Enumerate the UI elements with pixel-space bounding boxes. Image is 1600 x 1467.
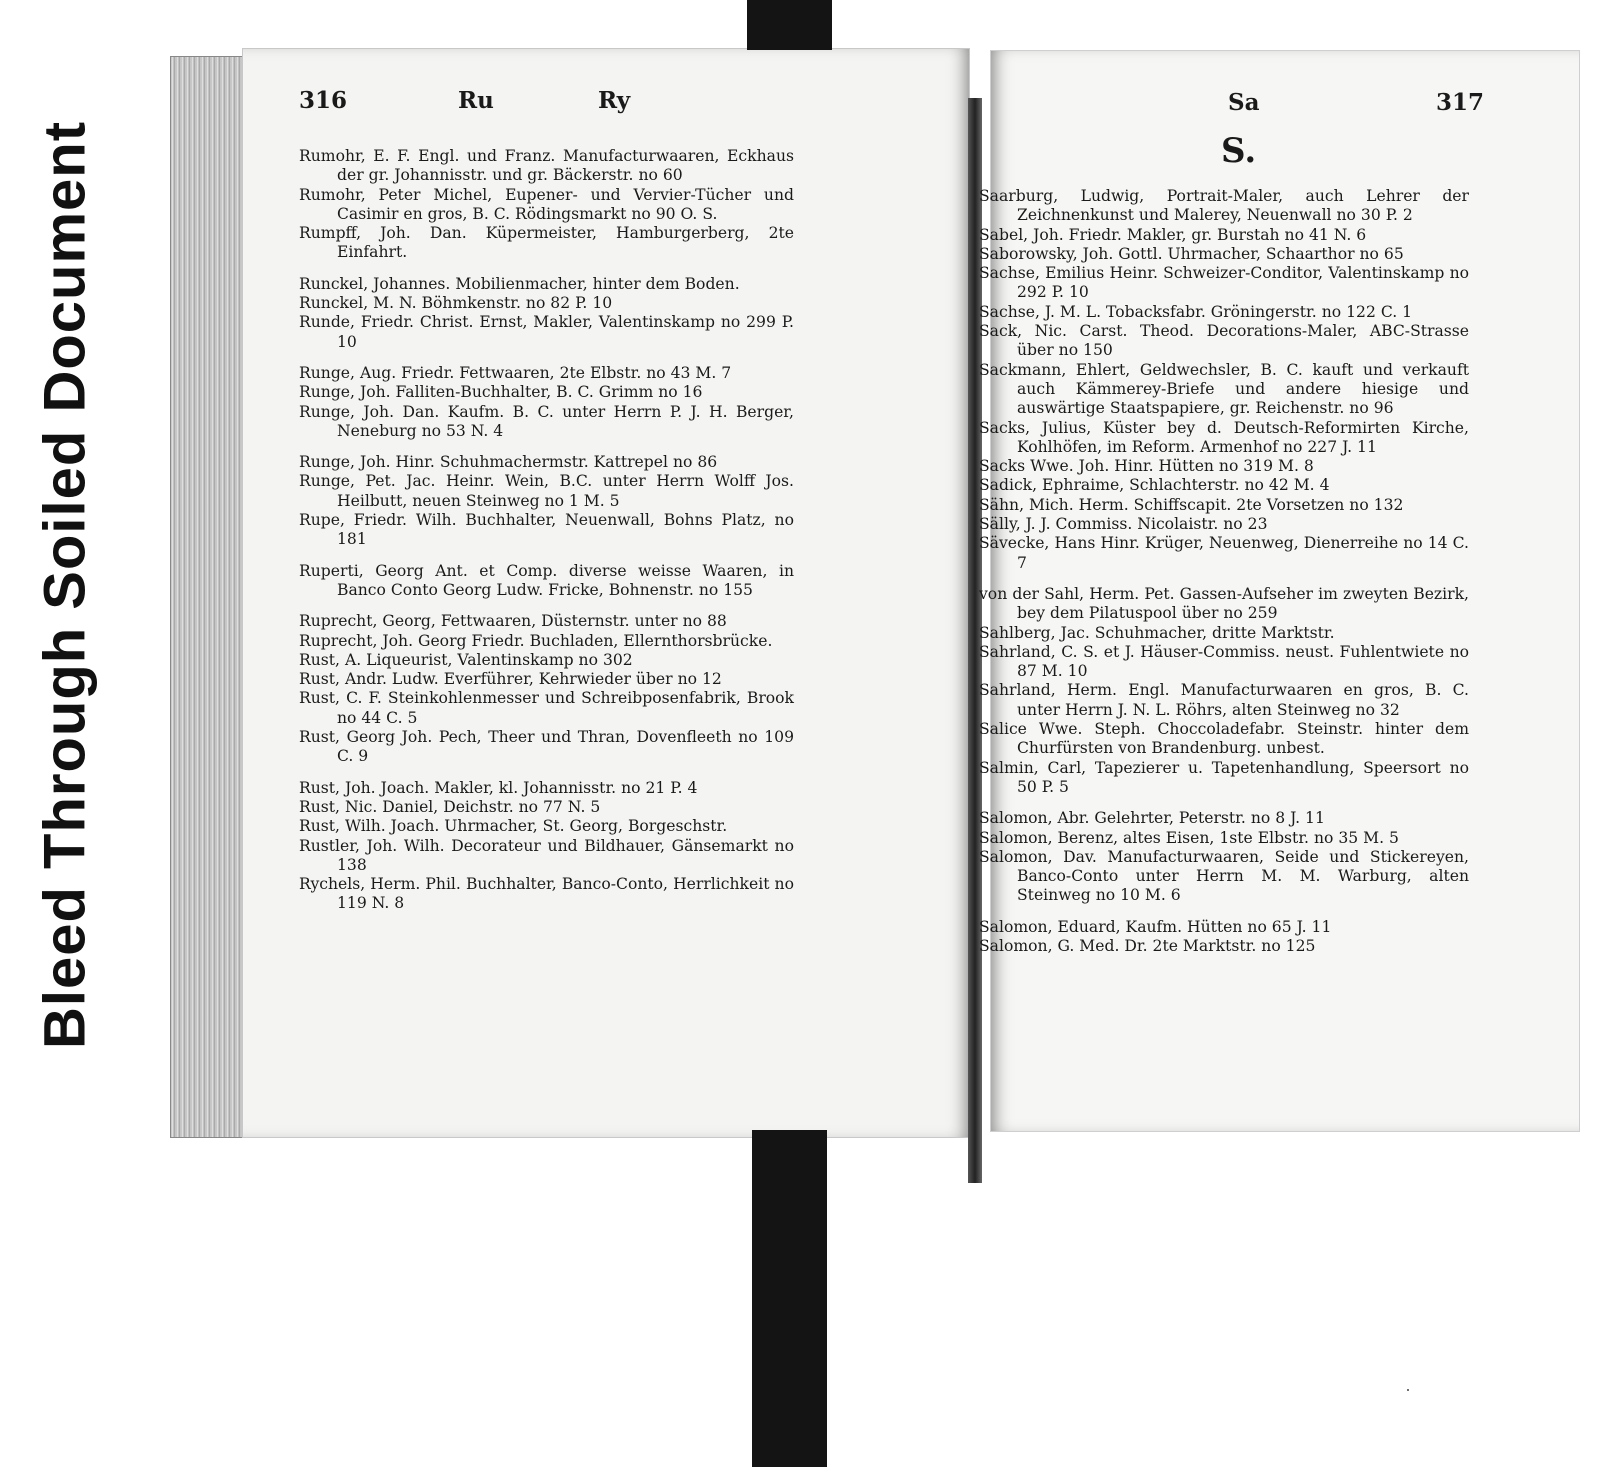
directory-entry: Rust, Andr. Ludw. Everführer, Kehrwieder über no 12 xyxy=(299,670,722,689)
directory-entry: Sadick, Ephraime, Schlachterstr. no 42 M. 4 xyxy=(979,476,1330,495)
directory-entry: Sähn, Mich. Herm. Schiffscapit. 2te Vorsetzen no 132 xyxy=(979,495,1404,514)
directory-entry: Sack, Nic. Carst. Theod. Decorations-Maler, ABC-Strasse über no 150 xyxy=(979,322,1469,360)
dust-speck xyxy=(1407,1389,1409,1391)
directory-entry: Rumpff, Joh. Dan. Küpermeister, Hamburgerberg, 2te Einfahrt. xyxy=(299,224,794,262)
open-book xyxy=(150,48,1485,1138)
directory-entry: Rustler, Joh. Wilh. Decorateur und Bildhauer, Gänsemarkt no 138 xyxy=(299,836,794,874)
left-entry-list xyxy=(299,147,794,914)
right-entry-list xyxy=(979,187,1469,956)
directory-entry: Rumohr, E. F. Engl. und Franz. Manufacturwaaren, Eckhaus der gr. Johannisstr. und gr. Bäckerstr. no 60 xyxy=(299,147,794,185)
directory-entry: Rumohr, Peter Michel, Eupener- und Vervier-Tücher und Casimir en gros, B. C. Rödingsmarkt no 90 O. S. xyxy=(299,185,794,223)
directory-entry: Sävecke, Hans Hinr. Krüger, Neuenweg, Dienerreihe no 14 C. 7 xyxy=(979,534,1469,572)
directory-entry: Runde, Friedr. Christ. Ernst, Makler, Valentinskamp no 299 P. 10 xyxy=(299,313,794,351)
section-letter: S. xyxy=(1221,131,1257,171)
directory-entry: Sahrland, C. S. et J. Häuser-Commiss. neust. Fuhlentwiete no 87 M. 10 xyxy=(979,642,1469,681)
gutter-shadow-bottom xyxy=(752,1130,827,1467)
directory-entry: Rust, Joh. Joach. Makler, kl. Johannisstr. no 21 P. 4 xyxy=(299,778,698,797)
directory-entry: Runge, Joh. Dan. Kaufm. B. C. unter Herrn P. J. H. Berger, Neneburg no 53 N. 4 xyxy=(299,402,794,440)
left-running-head-start: Ru xyxy=(458,87,494,114)
directory-entry: Sälly, J. J. Commiss. Nicolaistr. no 23 xyxy=(979,515,1268,534)
directory-entry: Salomon, G. Med. Dr. 2te Marktstr. no 125 xyxy=(979,936,1316,955)
directory-entry: Saarburg, Ludwig, Portrait-Maler, auch Lehrer der Zeichnenkunst und Malerey, Neuenwall no 30 P. 2 xyxy=(979,187,1469,225)
directory-entry: Rupe, Friedr. Wilh. Buchhalter, Neuenwall, Bohns Platz, no 181 xyxy=(299,511,794,549)
directory-entry: Rust, C. F. Steinkohlenmesser und Schreibposenfabrik, Brook no 44 C. 5 xyxy=(299,689,794,727)
directory-entry: Salomon, Berenz, altes Eisen, 1ste Elbstr. no 35 M. 5 xyxy=(979,828,1399,847)
directory-entry: Runge, Joh. Hinr. Schuhmachermstr. Kattrepel no 86 xyxy=(299,453,718,472)
left-page-number: 316 xyxy=(299,87,348,114)
directory-entry: Sachse, J. M. L. Tobacksfabr. Gröningerstr. no 122 C. 1 xyxy=(979,302,1413,321)
directory-entry: Sabel, Joh. Friedr. Makler, gr. Burstah no 41 N. 6 xyxy=(979,225,1367,244)
directory-entry: Sahlberg, Jac. Schuhmacher, dritte Marktstr. xyxy=(979,623,1335,642)
document-condition-stamp xyxy=(20,60,110,1110)
directory-entry: Ruprecht, Georg, Fettwaaren, Düsternstr. unter no 88 xyxy=(299,612,727,631)
directory-entry: Rust, A. Liqueurist, Valentinskamp no 302 xyxy=(299,650,633,669)
directory-entry: Sackmann, Ehlert, Geldwechsler, B. C. kauft und verkauft auch Kämmerey-Briefe und andere hiesige und auswärtige Staatspapiere, gr. Reichenstr. no 96 xyxy=(979,360,1469,418)
directory-entry: Rust, Wilh. Joach. Uhrmacher, St. Georg, Borgeschstr. xyxy=(299,817,728,836)
directory-entry: Rust, Georg Joh. Pech, Theer und Thran, Dovenfleeth no 109 C. 9 xyxy=(299,728,794,766)
directory-entry: Runge, Joh. Falliten-Buchhalter, B. C. Grimm no 16 xyxy=(299,383,703,402)
directory-entry: Salomon, Abr. Gelehrter, Peterstr. no 8 J. 11 xyxy=(979,809,1325,828)
directory-entry: von der Sahl, Herm. Pet. Gassen-Aufseher im zweyten Bezirk, bey dem Pilatuspool über no 259 xyxy=(979,584,1469,623)
page-block-edge xyxy=(170,56,247,1138)
left-running-head-end: Ry xyxy=(598,87,631,114)
directory-entry: Runckel, M. N. Böhmkenstr. no 82 P. 10 xyxy=(299,294,613,313)
right-page xyxy=(979,50,1580,1132)
directory-entry: Sahrland, Herm. Engl. Manufacturwaaren en gros, B. C. unter Herrn J. N. L. Röhrs, alten Steinweg no 32 xyxy=(979,681,1469,719)
directory-entry: Runge, Pet. Jac. Heinr. Wein, B.C. unter Herrn Wolff Jos. Heilbutt, neuen Steinweg no 1 M. 5 xyxy=(299,472,794,510)
stamp-label: Bleed Through Soiled Document xyxy=(32,120,98,1050)
directory-entry: Salice Wwe. Steph. Choccoladefabr. Steinstr. hinter dem Churfürsten von Brandenburg. unbest. xyxy=(979,720,1469,758)
directory-entry: Sacks Wwe. Joh. Hinr. Hütten no 319 M. 8 xyxy=(979,457,1314,476)
directory-entry: Rust, Nic. Daniel, Deichstr. no 77 N. 5 xyxy=(299,797,601,816)
directory-entry: Runge, Aug. Friedr. Fettwaaren, 2te Elbstr. no 43 M. 7 xyxy=(299,363,732,382)
directory-entry: Runckel, Johannes. Mobilienmacher, hinter dem Boden. xyxy=(299,274,740,293)
gutter-shadow-top xyxy=(747,0,832,50)
directory-entry: Ruprecht, Joh. Georg Friedr. Buchladen, Ellernthorsbrücke. xyxy=(299,631,773,650)
right-running-head: Sa xyxy=(1228,89,1260,116)
directory-entry: Salomon, Eduard, Kaufm. Hütten no 65 J. 11 xyxy=(979,917,1332,936)
directory-entry: Ruperti, Georg Ant. et Comp. diverse weisse Waaren, in Banco Conto Georg Ludw. Fricke, Bohnenstr. no 155 xyxy=(299,561,794,599)
directory-entry: Salomon, Dav. Manufacturwaaren, Seide und Stickereyen, Banco-Conto unter Herrn M. M. Warburg, alten Steinweg no 10 M. 6 xyxy=(979,847,1469,905)
left-page xyxy=(242,48,970,1138)
directory-entry: Salmin, Carl, Tapezierer u. Tapetenhandlung, Speersort no 50 P. 5 xyxy=(979,758,1469,796)
directory-entry: Rychels, Herm. Phil. Buchhalter, Banco-Conto, Herrlichkeit no 119 N. 8 xyxy=(299,875,794,913)
directory-entry: Sachse, Emilius Heinr. Schweizer-Conditor, Valentinskamp no 292 P. 10 xyxy=(979,264,1469,302)
directory-entry: Saborowsky, Joh. Gottl. Uhrmacher, Schaarthor no 65 xyxy=(979,244,1404,263)
directory-entry: Sacks, Julius, Küster bey d. Deutsch-Reformirten Kirche, Kohlhöfen, im Reform. Armenhof no 227 J. 11 xyxy=(979,418,1469,456)
right-page-number: 317 xyxy=(1436,89,1485,116)
